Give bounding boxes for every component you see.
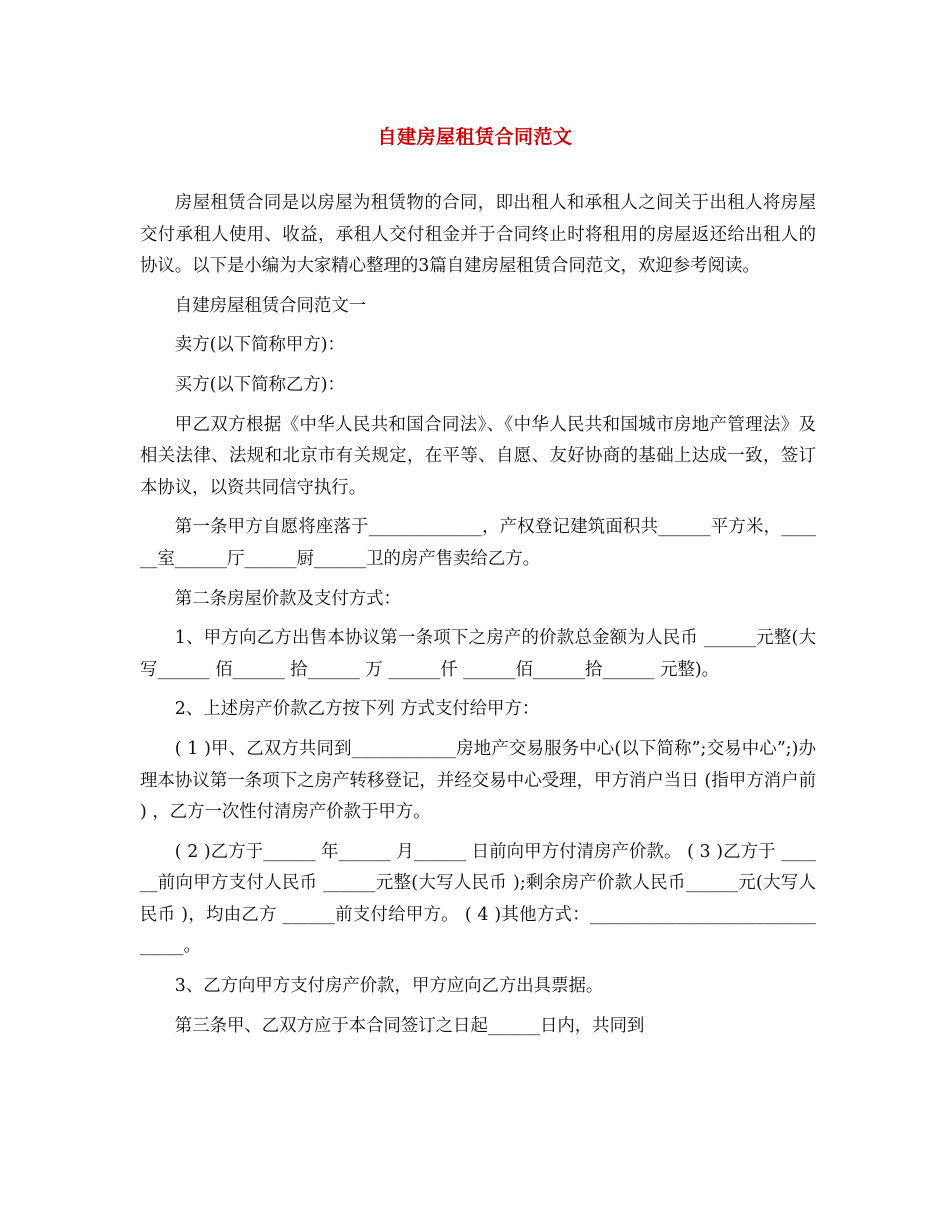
paragraph-legal-basis: 甲乙双方根据《中华人民共和国合同法》、《中华人民共和国城市房地产管理法》及相关法律、法规和北京市有关规定，在平等、自愿、友好协商的基础上达成一致，签订本协议，以资共同信守执行。	[140, 414, 816, 498]
paragraph-gap	[140, 362, 816, 370]
paragraph-buyer: 买方(以下简称乙方)：	[174, 374, 345, 395]
paragraph-payment-option-2-4: ( 2 )乙方于______ 年______ 月______ 日前向甲方付清房产价款。 ( 3 )乙方于 ______前向甲方支付人民币 ______元整(大写人民币 );剩余房产价款人民币______元(大写人民币 )，均由乙方 ______前支付给甲方。 ( 4 )其他方式：_______________________________。	[140, 841, 816, 957]
paragraph-seller: 卖方(以下简称甲方)：	[174, 335, 345, 356]
paragraph-gap	[140, 829, 816, 837]
document-title: 自建房屋租赁合同范文	[377, 126, 573, 148]
paragraph-payment-option-1: ( 1 )甲、乙双方共同到____________房地产交易服务中心(以下简称”;交易中心”;)办理本协议第一条项下之房产转移登记，并经交易中心受理，甲方消户当日 (指甲方消户前 ) ，乙方一次性付清房产价款于甲方。	[140, 738, 816, 823]
paragraph-article-one: 第一条甲方自愿将座落于_____________，产权登记建筑面积共______平方米，______室______厅______厨______卫的房产售卖给乙方。	[140, 517, 816, 569]
paragraph-price-total: 1、甲方向乙方出售本协议第一条项下之房产的价款总金额为人民币 ______元整(大写______ 佰______ 拾______ 万 ______仟 ______佰______拾______ 元整)。	[140, 628, 816, 680]
paragraph-gap	[140, 322, 816, 330]
paragraph-intro: 房屋租赁合同是以房屋为租赁物的合同，即出租人和承租人之间关于出租人将房屋交付承租人使用、收益，承租人交付租金并于合同终止时将租用的房屋返还给出租人的协议。以下是小编为大家精心整理的3篇自建房屋租赁合同范文，欢迎参考阅读。	[140, 193, 816, 277]
paragraph-gap	[140, 283, 816, 291]
paragraph-gap	[140, 1003, 816, 1011]
paragraph-gap	[140, 726, 816, 734]
paragraph-article-two: 第二条房屋价款及支付方式：	[174, 588, 401, 609]
paragraph-receipt: 3、乙方向甲方支付房产价款，甲方应向乙方出具票据。	[174, 976, 604, 997]
document-body	[140, 188, 816, 1042]
paragraph-gap	[140, 402, 816, 410]
paragraph-payment-method: 2、上述房产价款乙方按下列 方式支付给甲方：	[174, 699, 540, 720]
paragraph-gap	[140, 615, 816, 623]
paragraph-gap	[140, 576, 816, 584]
paragraph-contract-heading: 自建房屋租赁合同范文一	[174, 295, 367, 316]
paragraph-article-three: 第三条甲、乙双方应于本合同签订之日起______日内，共同到	[174, 1015, 645, 1036]
paragraph-gap	[140, 504, 816, 512]
paragraph-gap	[140, 963, 816, 971]
paragraph-gap	[140, 686, 816, 694]
